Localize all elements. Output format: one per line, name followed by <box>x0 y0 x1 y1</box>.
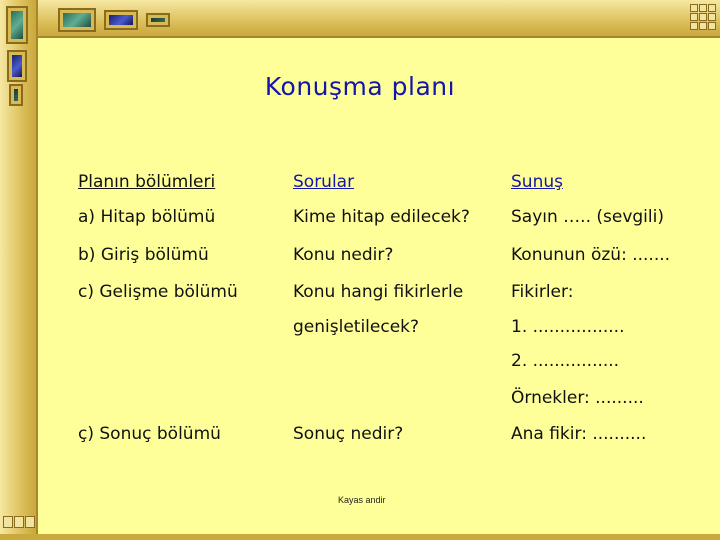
header-sunus: Sunuş <box>511 172 563 192</box>
corner-grid-icon <box>3 516 36 530</box>
row-sunus: Örnekler: ......... <box>511 388 644 408</box>
teal-panel-icon <box>58 8 96 32</box>
row-sunus: Ana fikir: .......... <box>511 424 647 444</box>
row-sunus: 2. ................ <box>511 351 620 371</box>
row-sunus: Fikirler: <box>511 282 574 302</box>
slide-title: Konuşma planı <box>264 72 456 101</box>
row-bolum: b) Giriş bölümü <box>78 245 209 265</box>
header-sorular: Sorular <box>293 172 355 192</box>
row-soru: Sonuç nedir? <box>293 424 404 444</box>
bottom-frame-strip <box>0 534 720 540</box>
row-soru: Konu hangi fikirlerle <box>293 282 464 302</box>
row-bolum: ç) Sonuç bölümü <box>78 424 221 444</box>
corner-grid-icon <box>690 4 714 28</box>
dark-panel-icon <box>146 13 170 27</box>
row-bolum: c) Gelişme bölümü <box>78 282 238 302</box>
blue-panel-icon <box>104 10 138 30</box>
row-sunus: Sayın ….. (sevgili) <box>511 207 664 227</box>
row-soru: Kime hitap edilecek? <box>293 207 470 227</box>
row-sunus: 1. ................. <box>511 317 625 337</box>
author-credit: Kayas andir <box>338 495 386 505</box>
teal-panel-icon <box>6 6 28 44</box>
row-soru: genişletilecek? <box>293 317 420 337</box>
header-bolumler: Planın bölümleri <box>78 172 216 192</box>
row-sunus: Konunun özü: ....... <box>511 245 671 265</box>
row-bolum: a) Hitap bölümü <box>78 207 216 227</box>
row-soru: Konu nedir? <box>293 245 394 265</box>
